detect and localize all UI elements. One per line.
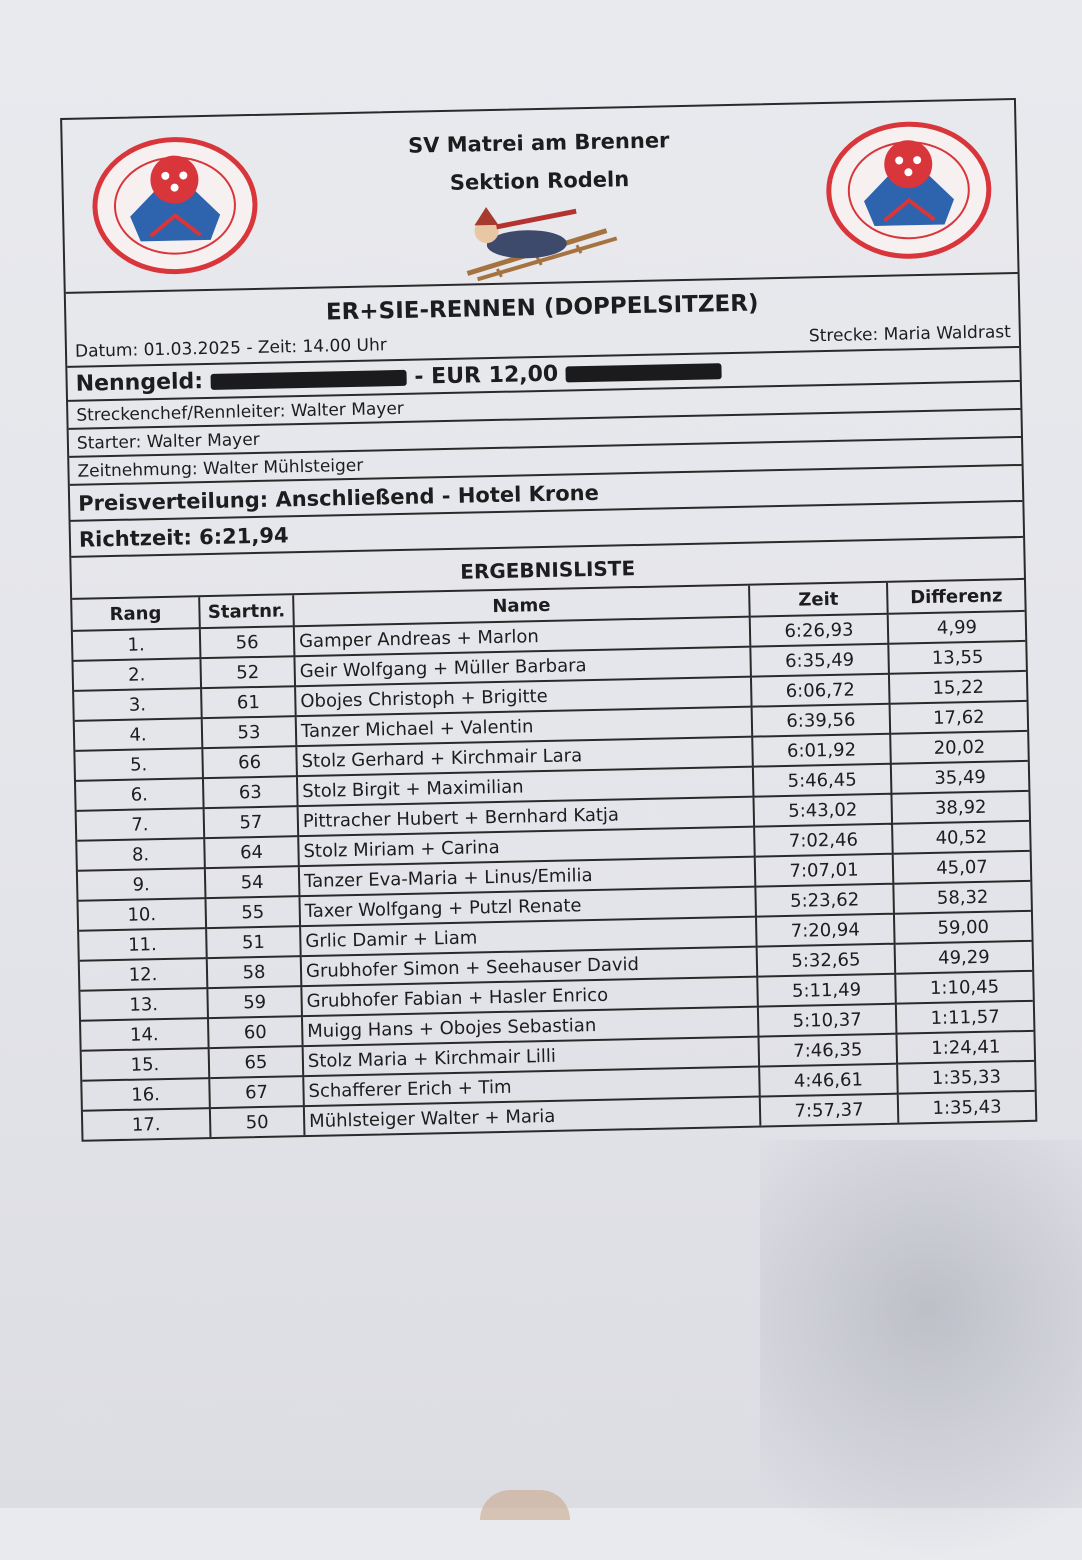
result-rang: 10. <box>79 898 207 931</box>
result-differenz: 13,55 <box>888 641 1026 674</box>
header-startnr: Startnr. <box>199 595 294 628</box>
result-startnr: 59 <box>207 986 302 1018</box>
results-body <box>73 611 1035 1140</box>
result-name: Obojes Christoph + Brigitte <box>295 677 752 717</box>
result-rang: 8. <box>77 838 205 871</box>
result-name: Taxer Wolfgang + Putzl Renate <box>299 887 756 927</box>
result-name: Tanzer Michael + Valentin <box>296 707 753 747</box>
result-zeit: 5:43,02 <box>753 794 892 827</box>
result-rang: 17. <box>83 1108 211 1140</box>
result-rang: 11. <box>79 928 207 961</box>
result-startnr: 50 <box>210 1106 305 1137</box>
result-zeit: 7:20,94 <box>756 914 895 947</box>
result-rang: 2. <box>73 658 201 691</box>
result-zeit: 5:32,65 <box>757 944 896 977</box>
result-differenz: 59,00 <box>894 911 1032 944</box>
result-differenz: 20,02 <box>890 731 1028 764</box>
result-startnr: 66 <box>202 746 297 778</box>
result-name: Muigg Hans + Obojes Sebastian <box>302 1007 759 1047</box>
result-zeit: 6:01,92 <box>752 734 891 767</box>
result-name: Stolz Maria + Kirchmair Lilli <box>303 1037 760 1077</box>
result-zeit: 6:26,93 <box>750 614 889 647</box>
result-differenz: 1:10,45 <box>895 971 1033 1004</box>
result-name: Gamper Andreas + Marlon <box>294 617 751 657</box>
finger-edge <box>480 1490 570 1520</box>
result-startnr: 61 <box>201 686 296 718</box>
result-rang: 1. <box>73 628 201 661</box>
result-differenz: 58,32 <box>893 881 1031 914</box>
result-zeit: 5:10,37 <box>758 1004 897 1037</box>
result-rang: 12. <box>80 958 208 991</box>
result-rang: 13. <box>80 988 208 1021</box>
result-zeit: 5:23,62 <box>755 884 894 917</box>
sheet-header <box>62 100 1017 294</box>
header-name: Name <box>293 586 750 627</box>
result-startnr: 63 <box>203 776 298 808</box>
result-rang: 9. <box>78 868 206 901</box>
header-rang: Rang <box>72 597 200 631</box>
result-name: Stolz Birgit + Maximilian <box>297 767 754 807</box>
streckenchef-row: Streckenchef/Rennleiter: Walter Mayer <box>68 382 1020 430</box>
result-rang: 16. <box>82 1078 210 1111</box>
result-zeit: 5:11,49 <box>757 974 896 1007</box>
result-zeit: 7:57,37 <box>760 1094 899 1126</box>
result-differenz: 15,22 <box>889 671 1027 704</box>
result-startnr: 57 <box>204 806 299 838</box>
result-zeit: 7:46,35 <box>758 1034 897 1067</box>
result-name: Geir Wolfgang + Müller Barbara <box>294 647 751 687</box>
result-startnr: 58 <box>207 956 302 988</box>
result-name: Mühlsteiger Walter + Maria <box>304 1097 761 1136</box>
result-name: Schafferer Erich + Tim <box>303 1067 760 1107</box>
result-rang: 15. <box>82 1048 210 1081</box>
result-rang: 7. <box>77 808 205 841</box>
result-differenz: 40,52 <box>892 821 1030 854</box>
result-name: Tanzer Eva-Maria + Linus/Emilia <box>299 857 756 897</box>
ergebnisliste-title: ERGEBNISLISTE <box>71 538 1024 600</box>
club-name-line2: Sektion Rodeln <box>449 167 630 195</box>
sled-rider-illustration <box>456 200 628 284</box>
result-zeit: 6:35,49 <box>750 644 889 677</box>
results-sheet <box>60 98 1037 1142</box>
starter-row: Starter: Walter Mayer <box>69 410 1021 458</box>
redaction-bar <box>566 363 722 382</box>
result-zeit: 4:46,61 <box>759 1064 898 1097</box>
result-rang: 5. <box>75 748 203 781</box>
result-name: Pittracher Hubert + Bernhard Katja <box>298 797 755 837</box>
result-name: Grlic Damir + Liam <box>300 917 757 957</box>
result-differenz: 35,49 <box>891 761 1029 794</box>
result-differenz: 1:35,43 <box>932 1096 1002 1119</box>
result-differenz: 38,92 <box>891 791 1029 824</box>
result-zeit: 6:39,56 <box>752 704 891 737</box>
result-differenz: 4,99 <box>888 611 1026 644</box>
result-startnr: 54 <box>205 866 300 898</box>
result-rang: 6. <box>76 778 204 811</box>
strecke-text: Strecke: Maria Waldrast <box>808 322 1012 347</box>
result-startnr: 56 <box>200 626 295 658</box>
result-startnr: 51 <box>206 926 301 958</box>
result-name: Grubhofer Simon + Seehauser David <box>301 947 758 987</box>
result-startnr: 52 <box>200 656 295 688</box>
result-startnr: 53 <box>202 716 297 748</box>
header-differenz: Differenz <box>887 580 1025 614</box>
result-rang: 4. <box>75 718 203 751</box>
preisverteilung-row: Preisverteilung: Anschließend - Hotel Krone <box>70 466 1023 522</box>
result-differenz: 1:24,41 <box>896 1031 1034 1064</box>
club-name-line1: SV Matrei am Brenner <box>407 128 670 158</box>
result-differenz: 17,62 <box>890 701 1028 734</box>
redaction-bar <box>211 370 407 390</box>
result-differenz: 1:35,33 <box>897 1061 1035 1094</box>
result-differenz: 1:11,57 <box>896 1001 1034 1034</box>
result-name: Stolz Gerhard + Kirchmair Lara <box>296 737 753 777</box>
result-differenz: 49,29 <box>895 941 1033 974</box>
result-startnr: 65 <box>209 1046 304 1078</box>
result-zeit: 7:07,01 <box>755 854 894 887</box>
result-startnr: 67 <box>209 1076 304 1108</box>
result-startnr: 60 <box>208 1016 303 1048</box>
result-name: Stolz Miriam + Carina <box>298 827 755 867</box>
result-zeit: 5:46,45 <box>753 764 892 797</box>
result-differenz: 45,07 <box>893 851 1031 884</box>
datum-text: Datum: 01.03.2025 - Zeit: 14.00 Uhr <box>74 335 387 362</box>
result-startnr: 64 <box>204 836 299 868</box>
nenngeld-label: Nenngeld: <box>75 369 204 397</box>
hand-shadow <box>760 1140 1082 1560</box>
header-zeit: Zeit <box>749 583 888 617</box>
race-title: ER+SIE-RENNEN (DOPPELSITZER) <box>325 290 759 326</box>
result-rang: 3. <box>74 688 202 721</box>
result-zeit: 7:02,46 <box>754 824 893 857</box>
result-name: Grubhofer Fabian + Hasler Enrico <box>301 977 758 1017</box>
result-zeit: 6:06,72 <box>751 674 890 707</box>
results-table <box>72 580 1035 1140</box>
zeitnehmung-row: Zeitnehmung: Walter Mühlsteiger <box>69 438 1021 486</box>
result-rang: 14. <box>81 1018 209 1051</box>
result-startnr: 55 <box>205 896 300 928</box>
richtzeit-row: Richtzeit: 6:21,94 <box>71 502 1024 558</box>
nenngeld-value: - EUR 12,00 <box>414 361 559 390</box>
